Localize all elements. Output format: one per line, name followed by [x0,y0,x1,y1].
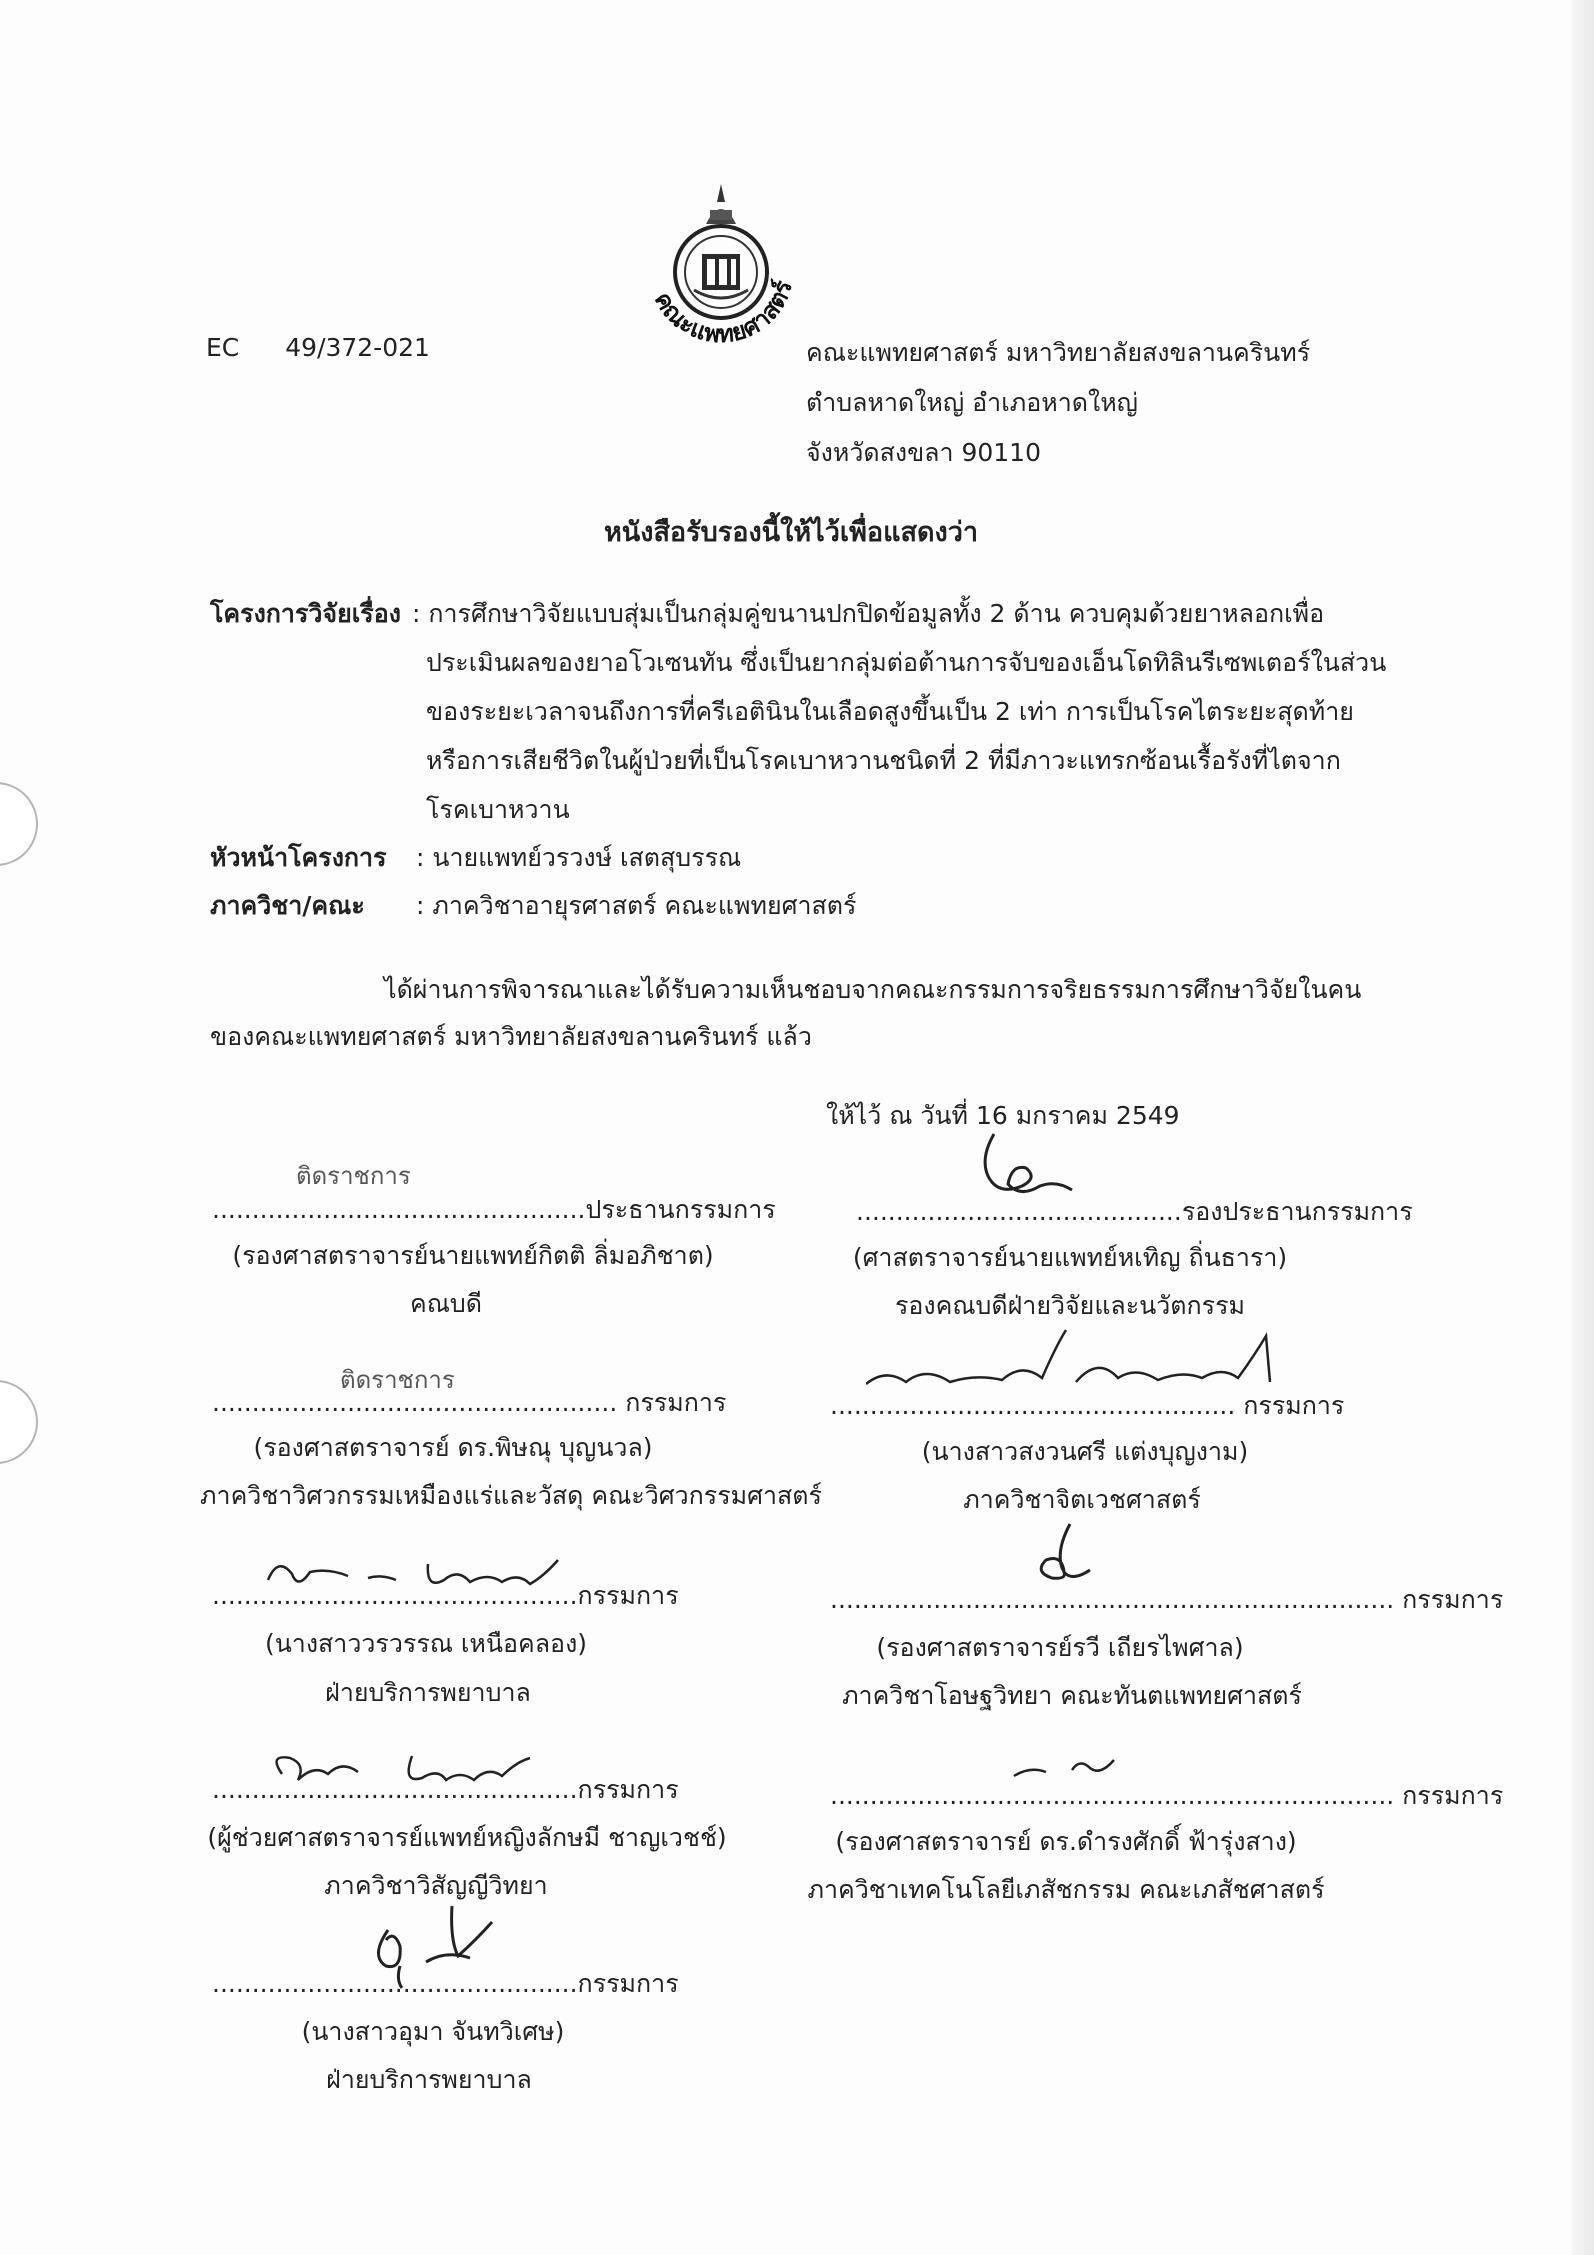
punch-hole [0,782,38,866]
signatory-position: ฝ่ายบริการพยาบาล [326,2065,532,2094]
ec-prefix: EC [206,333,240,362]
signature-line: ..............................................กรรมการ [212,1581,679,1610]
signatory-position: คณบดี [409,1289,483,1318]
signatory-position: ภาควิชาวิศวกรรมเหมืองแร่และวัสดุ คณะวิศวกรรมศาสตร์ [200,1481,822,1510]
project-label: โครงการวิจัยเรื่อง [210,599,401,628]
handwritten-signature [366,1900,516,1990]
address-line-2: ตำบลหาดใหญ่ อำเภอหาดใหญ่ [806,388,1138,417]
project-line-5: โรคเบาหวาน [426,795,570,824]
signatory-name: (รองศาสตราจารย์ ดร.พิษณุ บุญนวล) [253,1433,653,1462]
signature-line: ....................................................................... กรรมการ [830,1781,1504,1810]
signatory-position: ภาควิชาโอษฐวิทยา คณะทันตแพทยศาสตร์ [842,1681,1302,1710]
svg-text:คณะแพทยศาสตร์: คณะแพทยศาสตร์ [648,277,798,349]
absent-note: ติดราชการ [296,1162,411,1190]
absent-note: ติดราชการ [340,1366,455,1394]
handwritten-signature [258,1550,598,1600]
signature-line: ................................................... กรรมการ [830,1391,1345,1420]
seal-text [636,180,806,350]
signatory-position: ฝ่ายบริการพยาบาล [325,1678,531,1707]
signatory-name: (รองศาสตราจารย์นายแพทย์กิตติ ลิ่มอภิชาต) [232,1241,714,1270]
signatory-position: ภาควิชาจิตเวชศาสตร์ [963,1485,1201,1514]
handwritten-signature [1010,1748,1120,1788]
head-label: หัวหน้าโครงการ [210,843,387,872]
signatory-name: (รองศาสตราจารย์ ดร.ดำรงศักดิ์ ฟ้ารุ่งสาง) [835,1827,1297,1856]
ec-number: 49/372-021 [285,333,430,362]
handwritten-signature [960,1128,1080,1218]
handwritten-signature [262,1744,582,1794]
address-line-1: คณะแพทยศาสตร์ มหาวิทยาลัยสงขลานครินทร์ [806,338,1311,367]
head-value: : นายแพทย์วรวงษ์ เสตสุบรรณ [416,843,742,872]
project-line-1: : การศึกษาวิจัยแบบสุ่มเป็นกลุ่มคู่ขนานปกปิดข้อมูลทั้ง 2 ด้าน ควบคุมด้วยยาหลอกเพื่อ [412,599,1325,628]
signatory-name: (นางสาววรวรรณ เหนือคลอง) [264,1629,588,1658]
dept-label: ภาควิชา/คณะ [210,891,365,920]
document-title: หนังสือรับรองนี้ให้ไว้เพื่อแสดงว่า [604,517,979,548]
address-line-3: จังหวัดสงขลา 90110 [806,438,1041,467]
project-line-2: ประเมินผลของยาอโวเซนทัน ซึ่งเป็นยากลุ่มต่อต้านการจับของเอ็นโดทิลินรีเซพเตอร์ในส่วน [426,648,1387,677]
dept-value: : ภาควิชาอายุรศาสตร์ คณะแพทยศาสตร์ [416,891,857,920]
handwritten-signature [866,1326,1286,1406]
signature-line: ..............................................กรรมการ [212,1969,679,1998]
signature-line: .........................................รองประธานกรรมการ [856,1197,1413,1226]
signature-line: ................................................... กรรมการ [212,1388,727,1417]
signatory-name: (รองศาสตราจารย์รวี เถียรไพศาล) [876,1633,1244,1662]
signature-line: ...............................................ประธานกรรมการ [212,1195,776,1224]
issue-date: ให้ไว้ ณ วันที่ 16 มกราคม 2549 [826,1101,1180,1130]
handwritten-signature [1026,1520,1096,1590]
signatory-name: (ผู้ช่วยศาสตราจารย์แพทย์หญิงลักษมี ชาญเวชช์) [207,1823,727,1852]
signatory-name: (ศาสตราจารย์นายแพทย์หเทิญ ถิ่นธารา) [852,1243,1288,1272]
punch-hole [0,1380,38,1464]
signatory-position: ภาควิชาวิสัญญีวิทยา [324,1871,548,1900]
ec-reference [206,333,430,362]
project-line-4: หรือการเสียชีวิตในผู้ป่วยที่เป็นโรคเบาหวานชนิดที่ 2 ที่มีภาวะแทรกซ้อนเรื้อรังที่ไตจาก [426,746,1341,775]
approval-line-2: ของคณะแพทยศาสตร์ มหาวิทยาลัยสงขลานครินทร์ แล้ว [210,1022,812,1051]
signatory-position: รองคณบดีฝ่ายวิจัยและนวัตกรรม [894,1291,1246,1320]
signature-line: ....................................................................... กรรมการ [830,1585,1504,1614]
signatory-name: (นางสาวอุมา จันทวิเศษ) [301,2017,565,2046]
signature-line: ..............................................กรรมการ [212,1775,679,1804]
signatory-position: ภาควิชาเทคโนโลยีเภสัชกรรม คณะเภสัชศาสตร์ [807,1875,1325,1904]
signatory-name: (นางสาวสงวนศรี แต่งบุญงาม) [921,1437,1249,1466]
project-line-3: ของระยะเวลาจนถึงการที่ครีเอตินินในเลือดสูงขึ้นเป็น 2 เท่า การเป็นโรคไตระยะสุดท้าย [426,697,1354,726]
approval-line-1: ได้ผ่านการพิจารณาและได้รับความเห็นชอบจากคณะกรรมการจริยธรรมการศึกษาวิจัยในคน [384,975,1362,1004]
